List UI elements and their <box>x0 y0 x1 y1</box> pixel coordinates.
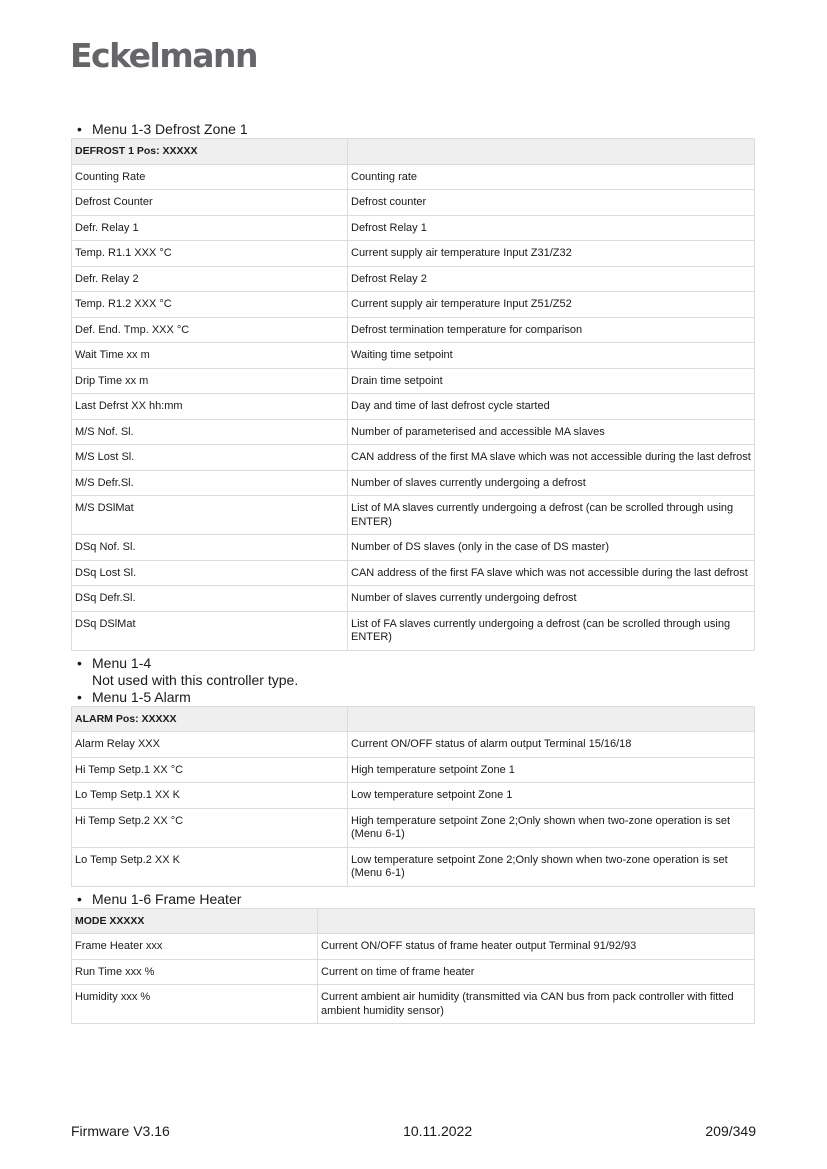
parameter-cell: Defr. Relay 1 <box>72 215 348 241</box>
table-row <box>72 190 755 216</box>
description-cell: Current on time of frame heater <box>318 959 755 985</box>
description-cell: High temperature setpoint Zone 1 <box>348 757 755 783</box>
parameter-cell: Defr. Relay 2 <box>72 266 348 292</box>
table-header-row <box>72 706 755 732</box>
description-cell: List of MA slaves currently undergoing a defrost (can be scrolled through using ENTER) <box>348 496 755 535</box>
parameter-cell: Lo Temp Setp.1 XX K <box>72 783 348 809</box>
header-cell: DEFROST 1 Pos: XXXXX <box>72 139 348 165</box>
parameter-cell: M/S Lost Sl. <box>72 445 348 471</box>
company-logo: Eckelmann <box>70 36 257 75</box>
firmware-version: Firmware V3.16 <box>71 1123 170 1139</box>
header-cell: MODE XXXXX <box>72 908 318 934</box>
description-cell: Current ON/OFF status of frame heater output Terminal 91/92/93 <box>318 934 755 960</box>
description-cell: Number of slaves currently undergoing a defrost <box>348 470 755 496</box>
bullet-icon: • <box>77 890 82 907</box>
header-cell: ALARM Pos: XXXXX <box>72 706 348 732</box>
parameter-cell: Alarm Relay XXX <box>72 732 348 758</box>
table-row <box>72 560 755 586</box>
table-row <box>72 394 755 420</box>
parameter-cell: Def. End. Tmp. XXX °C <box>72 317 348 343</box>
description-cell: Low temperature setpoint Zone 2;Only shown when two-zone operation is set (Menu 6-1) <box>348 847 755 886</box>
table-row <box>72 241 755 267</box>
page-footer <box>71 1123 756 1139</box>
table-row <box>72 445 755 471</box>
description-cell: High temperature setpoint Zone 2;Only shown when two-zone operation is set (Menu 6-1) <box>348 808 755 847</box>
table-row <box>72 215 755 241</box>
description-cell: List of FA slaves currently undergoing a defrost (can be scrolled through using ENTER) <box>348 611 755 650</box>
parameter-cell: Defrost Counter <box>72 190 348 216</box>
description-cell: Waiting time setpoint <box>348 343 755 369</box>
description-cell: Current supply air temperature Input Z51/Z52 <box>348 292 755 318</box>
parameter-cell: M/S Nof. Sl. <box>72 419 348 445</box>
description-cell: Number of slaves currently undergoing defrost <box>348 586 755 612</box>
parameter-cell: Last Defrst XX hh:mm <box>72 394 348 420</box>
header-cell <box>348 139 755 165</box>
table-row <box>72 292 755 318</box>
table-row <box>72 757 755 783</box>
description-cell: CAN address of the first MA slave which was not accessible during the last defrost <box>348 445 755 471</box>
table-row <box>72 419 755 445</box>
alarm-table <box>71 706 755 887</box>
parameter-cell: Temp. R1.1 XXX °C <box>72 241 348 267</box>
table-row <box>72 985 755 1024</box>
parameter-cell: Run Time xxx % <box>72 959 318 985</box>
header-cell <box>318 908 755 934</box>
table-row <box>72 317 755 343</box>
bullet-text: Menu 1-4 <box>92 654 152 671</box>
section-heading-frame-heater <box>71 891 755 908</box>
bullet-icon: • <box>77 121 82 137</box>
parameter-cell: Lo Temp Setp.2 XX K <box>72 847 348 886</box>
bullet-icon: • <box>77 654 82 671</box>
table-row <box>72 368 755 394</box>
table-row <box>72 959 755 985</box>
table-row <box>72 343 755 369</box>
document-content <box>71 121 755 1024</box>
section-heading-menu-1-4 <box>71 655 755 689</box>
table-header-row <box>72 908 755 934</box>
parameter-cell: Hi Temp Setp.1 XX °C <box>72 757 348 783</box>
parameter-cell: Hi Temp Setp.2 XX °C <box>72 808 348 847</box>
parameter-cell: M/S Defr.Sl. <box>72 470 348 496</box>
parameter-cell: Humidity xxx % <box>72 985 318 1024</box>
parameter-cell: M/S DSlMat <box>72 496 348 535</box>
table-row <box>72 808 755 847</box>
parameter-cell: Drip Time xx m <box>72 368 348 394</box>
description-cell: Defrost Relay 2 <box>348 266 755 292</box>
parameter-cell: Wait Time xx m <box>72 343 348 369</box>
description-cell: Defrost Relay 1 <box>348 215 755 241</box>
bullet-icon: • <box>77 688 82 705</box>
page-number: 209/349 <box>705 1123 756 1139</box>
table-row <box>72 847 755 886</box>
table-row <box>72 783 755 809</box>
parameter-cell: DSq Lost Sl. <box>72 560 348 586</box>
description-cell: CAN address of the first FA slave which was not accessible during the last defrost <box>348 560 755 586</box>
table-row <box>72 611 755 650</box>
bullet-text: Menu 1-5 Alarm <box>92 688 191 705</box>
header-cell <box>348 706 755 732</box>
frame-heater-table <box>71 908 755 1025</box>
parameter-cell: DSq Nof. Sl. <box>72 535 348 561</box>
table-row <box>72 934 755 960</box>
description-cell: Day and time of last defrost cycle started <box>348 394 755 420</box>
table-row <box>72 535 755 561</box>
description-cell: Current ON/OFF status of alarm output Terminal 15/16/18 <box>348 732 755 758</box>
description-cell: Current ambient air humidity (transmitted via CAN bus from pack controller with fitted ambient humidity sensor) <box>318 985 755 1024</box>
description-cell: Low temperature setpoint Zone 1 <box>348 783 755 809</box>
description-cell: Defrost termination temperature for comparison <box>348 317 755 343</box>
description-cell: Counting rate <box>348 164 755 190</box>
description-cell: Number of DS slaves (only in the case of DS master) <box>348 535 755 561</box>
section-heading-defrost <box>71 121 755 138</box>
defrost-table <box>71 138 755 651</box>
parameter-cell: Counting Rate <box>72 164 348 190</box>
table-row <box>72 470 755 496</box>
description-cell: Defrost counter <box>348 190 755 216</box>
description-cell: Drain time setpoint <box>348 368 755 394</box>
parameter-cell: DSq DSlMat <box>72 611 348 650</box>
table-row <box>72 732 755 758</box>
bullet-text: Menu 1-3 Defrost Zone 1 <box>92 121 248 137</box>
table-row <box>72 164 755 190</box>
parameter-cell: Temp. R1.2 XXX °C <box>72 292 348 318</box>
table-row <box>72 496 755 535</box>
parameter-cell: Frame Heater xxx <box>72 934 318 960</box>
document-date: 10.11.2022 <box>403 1123 473 1139</box>
parameter-cell: DSq Defr.Sl. <box>72 586 348 612</box>
table-row <box>72 586 755 612</box>
table-row <box>72 266 755 292</box>
description-cell: Current supply air temperature Input Z31/Z32 <box>348 241 755 267</box>
table-header-row <box>72 139 755 165</box>
bullet-text: Menu 1-6 Frame Heater <box>92 890 242 907</box>
section-heading-alarm <box>71 689 755 706</box>
description-cell: Number of parameterised and accessible MA slaves <box>348 419 755 445</box>
menu-1-4-note: Not used with this controller type. <box>92 671 299 688</box>
